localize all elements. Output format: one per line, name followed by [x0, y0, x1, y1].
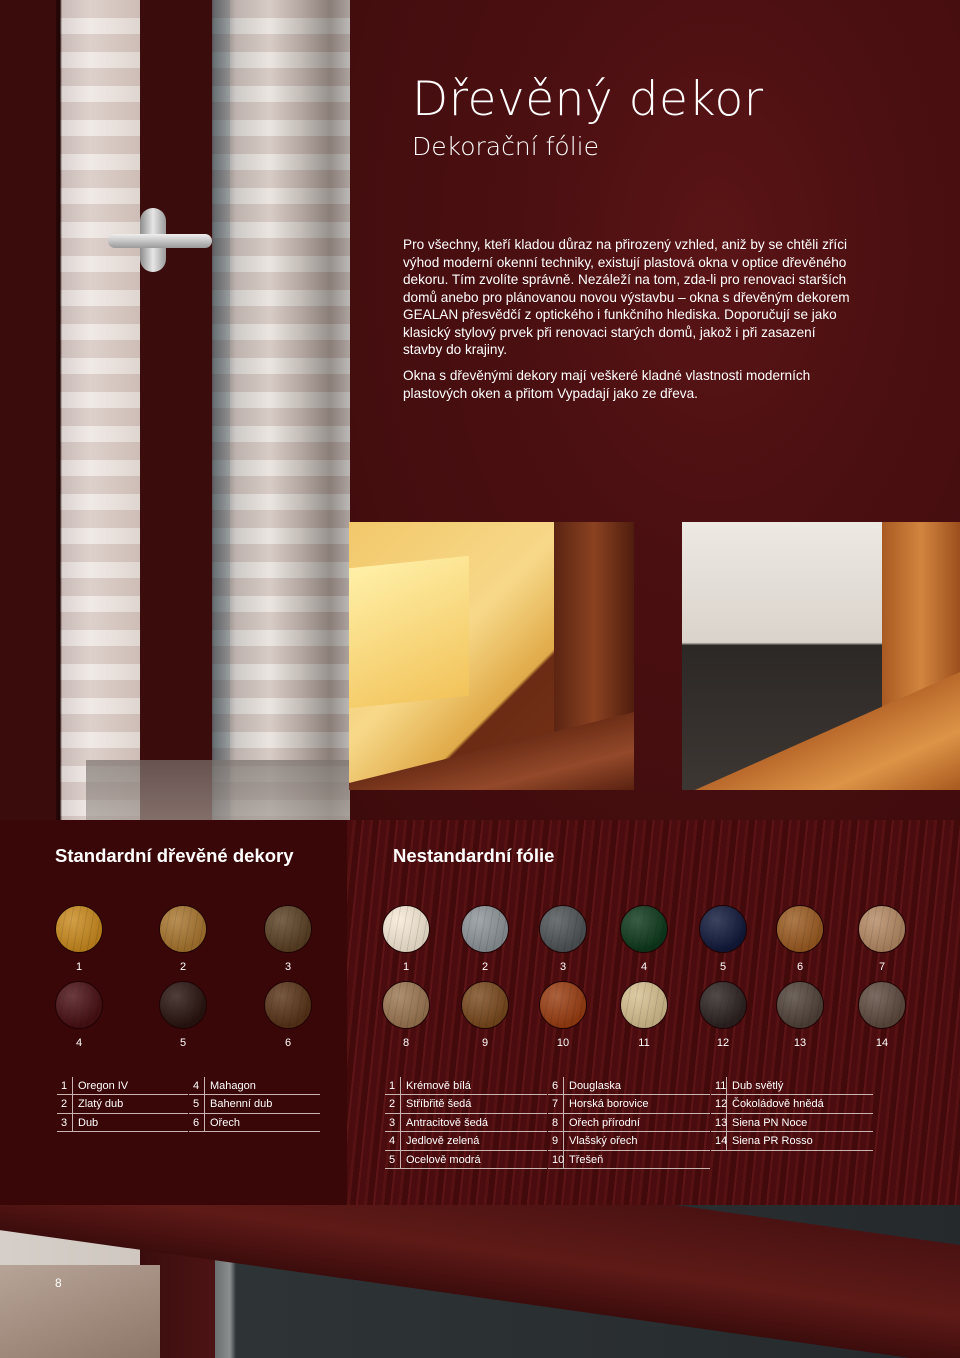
legend-number: 6	[548, 1077, 564, 1095]
nonstandard-swatch-number: 8	[402, 1037, 410, 1049]
legend-number: 8	[548, 1114, 564, 1132]
standard-swatch-5	[159, 981, 207, 1029]
legend-label: Bahenní dub	[210, 1098, 273, 1110]
window-frame-horizontal	[682, 672, 960, 790]
nonstandard-swatch-number: 3	[559, 961, 567, 973]
legend-row	[189, 1077, 320, 1095]
standard-swatch-6	[264, 981, 312, 1029]
intro-paragraph-2: Okna s dřevěnými dekory mají veškeré kladné vlastnosti moderních plastových oken a přitom Vypadají jako ze dřeva.	[403, 368, 811, 401]
nonstandard-swatch-number: 4	[640, 961, 648, 973]
nonstandard-swatch-number: 5	[719, 961, 727, 973]
legend-label: Dub	[78, 1116, 99, 1129]
page-number: 8	[55, 1276, 62, 1290]
nonstandard-swatch-number: 9	[481, 1037, 489, 1049]
nonstandard-swatch-13	[776, 981, 824, 1029]
nonstandard-swatch-number: 12	[716, 1037, 730, 1049]
legend-label: Třešeň	[569, 1153, 604, 1166]
standard-swatch-number: 4	[75, 1037, 83, 1049]
nonstandard-swatch-number: 14	[875, 1037, 889, 1049]
nonstandard-swatch-3	[539, 905, 587, 953]
floor-reflection	[86, 760, 350, 820]
glass-edge	[212, 0, 230, 820]
nonstandard-swatch-6	[776, 905, 824, 953]
legend-number: 4	[189, 1077, 205, 1095]
standard-swatch-3	[264, 905, 312, 953]
legend-label: Stříbřitě šedá	[406, 1098, 472, 1110]
legend-row	[548, 1077, 710, 1095]
nonstandard-swatch-11	[620, 981, 668, 1029]
legend-number: 3	[57, 1114, 73, 1132]
legend-label: Vlašský ořech	[569, 1135, 638, 1147]
standard-decors-title: Standardní dřevěné dekory	[55, 845, 294, 866]
nonstandard-swatch-9	[461, 981, 509, 1029]
legend-label: Siena PN Noce	[732, 1116, 808, 1129]
legend-row	[711, 1096, 873, 1114]
nonstandard-swatch-number: 6	[796, 961, 804, 973]
nonstandard-swatch-number: 7	[878, 961, 886, 973]
standard-swatch-number: 2	[179, 961, 187, 973]
legend-label: Oregon IV	[78, 1079, 129, 1092]
legend-label: Antracitově šedá	[406, 1116, 488, 1129]
page-title: Dřevěný dekor	[412, 72, 764, 127]
window-sill-photo	[0, 1205, 960, 1358]
legend-label: Douglaska	[569, 1079, 621, 1092]
legend-label: Ořech	[210, 1116, 240, 1129]
nonstandard-swatch-4	[620, 905, 668, 953]
legend-row	[385, 1096, 547, 1114]
legend-row	[385, 1077, 547, 1095]
legend-row	[57, 1077, 188, 1095]
legend-label: Ořech přírodní	[569, 1116, 640, 1129]
nonstandard-swatch-7	[858, 905, 906, 953]
nonstandard-swatch-number: 1	[402, 961, 410, 973]
legend-number: 6	[189, 1114, 205, 1132]
legend-row	[548, 1133, 710, 1151]
legend-row	[548, 1114, 710, 1132]
legend-row	[189, 1096, 320, 1114]
standard-swatch-number: 5	[179, 1037, 187, 1049]
legend-row	[385, 1151, 547, 1169]
legend-label: Horská borovice	[569, 1098, 649, 1110]
legend-row	[548, 1096, 710, 1114]
legend-number: 1	[57, 1077, 73, 1095]
nonstandard-swatch-number: 10	[556, 1037, 570, 1049]
handle-lever	[108, 234, 212, 248]
legend-label: Mahagon	[210, 1079, 256, 1092]
legend-label: Ocelově modrá	[406, 1153, 481, 1166]
nonstandard-swatch-8	[382, 981, 430, 1029]
floor-area	[0, 1265, 160, 1358]
legend-label: Zlatý dub	[78, 1098, 124, 1110]
legend-label: Čokoládově hnědá	[732, 1098, 824, 1110]
legend-row	[57, 1096, 188, 1114]
legend-row	[189, 1114, 320, 1132]
legend-number: 4	[385, 1132, 401, 1150]
legend-number: 12	[711, 1095, 727, 1113]
window-corner-photo-left	[349, 522, 634, 790]
legend-number: 7	[548, 1095, 564, 1113]
legend-number: 3	[385, 1114, 401, 1132]
legend-row	[711, 1133, 873, 1151]
legend-label: Jedlově zelená	[406, 1135, 480, 1147]
page-subtitle: Dekorační fólie	[412, 132, 599, 161]
legend-label: Dub světlý	[732, 1079, 784, 1092]
legend-row	[711, 1077, 873, 1095]
window-corner-photo-right	[682, 522, 960, 790]
standard-swatch-1	[55, 905, 103, 953]
legend-row	[385, 1114, 547, 1132]
nonstandard-swatch-14	[858, 981, 906, 1029]
standard-swatch-number: 3	[284, 961, 292, 973]
legend-row	[548, 1151, 710, 1169]
legend-label: Siena PR Rosso	[732, 1135, 813, 1147]
nonstandard-swatch-10	[539, 981, 587, 1029]
standard-swatch-4	[55, 981, 103, 1029]
door-frame-inner	[140, 0, 212, 820]
door-frame-outer	[0, 0, 56, 820]
legend-row	[385, 1133, 547, 1151]
window-frame-horizontal	[349, 712, 634, 790]
legend-row	[57, 1114, 188, 1132]
legend-number: 2	[385, 1095, 401, 1113]
nonstandard-swatch-1	[382, 905, 430, 953]
nonstandard-swatch-number: 2	[481, 961, 489, 973]
legend-number: 13	[711, 1114, 727, 1132]
legend-number: 9	[548, 1132, 564, 1150]
legend-number: 11	[711, 1077, 727, 1095]
intro-paragraph-1: Pro všechny, kteří kladou důraz na přirozený vzhled, aniž by se chtěli zříci výhod moderní okenní techniky, existují plastová okna v optice dřevěného dekoru. Tím zvolíte správně. Nezáleží na tom, zda-li pro renovaci starších domů anebo pro plánovanou novou výstavbu – okna s dřevěným dekorem GEALAN přesvědčí z optického i funkčního hlediska. Doporučují se jako klasický stylový prvek při renovaci starých domů, jakož i při zasazení stavby do krajiny.	[403, 237, 850, 357]
nonstandard-swatch-12	[699, 981, 747, 1029]
standard-swatch-number: 6	[284, 1037, 292, 1049]
legend-label: Krémově bílá	[406, 1079, 471, 1092]
legend-number: 2	[57, 1095, 73, 1113]
nonstandard-swatch-5	[699, 905, 747, 953]
legend-row	[711, 1114, 873, 1132]
standard-swatch-2	[159, 905, 207, 953]
nonstandard-swatch-number: 11	[638, 1037, 650, 1049]
standard-swatch-number: 1	[75, 961, 83, 973]
legend-number: 10	[548, 1151, 564, 1169]
legend-number: 14	[711, 1132, 727, 1150]
legend-number: 5	[385, 1151, 401, 1169]
nonstandard-swatch-2	[461, 905, 509, 953]
legend-number: 5	[189, 1095, 205, 1113]
interior-light	[349, 556, 469, 709]
nonstandard-foils-title: Nestandardní fólie	[393, 845, 555, 866]
door-handle-photo	[0, 0, 350, 820]
nonstandard-swatch-number: 13	[793, 1037, 807, 1049]
legend-number: 1	[385, 1077, 401, 1095]
